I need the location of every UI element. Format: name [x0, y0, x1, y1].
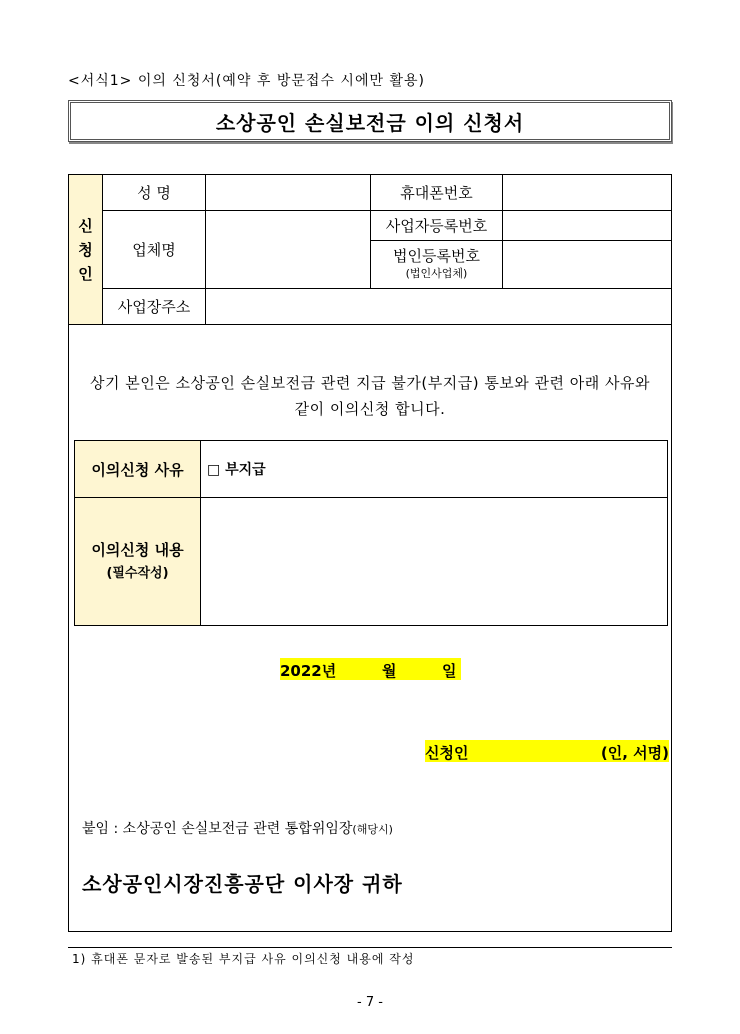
attachment-text: 붙임 : 소상공인 손실보전금 관련 통합위임장 [82, 821, 353, 837]
biz-reg-label: 사업자등록번호 [385, 217, 488, 235]
reason-content-label-text: 이의신청 내용 [91, 540, 184, 559]
phone-field[interactable] [503, 175, 672, 210]
signature-suffix: (인, 서명) [600, 744, 669, 762]
corp-reg-sublabel: (법인사업체) [405, 266, 468, 280]
corp-reg-label [371, 241, 502, 288]
document-title: 소상공인 손실보전금 이의 신청서 [215, 110, 525, 135]
company-field[interactable] [206, 211, 370, 288]
attachment-condition: (해당시) [352, 823, 393, 836]
corp-reg-field[interactable] [503, 241, 672, 288]
signature-line[interactable] [425, 740, 669, 762]
reason-content-field[interactable] [201, 498, 667, 625]
reason-content-required-note: (필수작성) [106, 565, 169, 581]
statement-text: 상기 본인은 소상공인 손실보전금 관련 지급 불가(부지급) 통보와 관련 아래 사유와 같이 이의신청 합니다. [89, 374, 651, 418]
reason-label: 이의신청 사유 [75, 441, 200, 497]
biz-reg-field[interactable] [503, 211, 672, 240]
date-line [280, 658, 461, 680]
recipient: 소상공인시장진흥공단 이사장 귀하 [82, 872, 403, 896]
date-day: 일 [442, 662, 457, 680]
company-label: 업체명 [132, 241, 176, 259]
form-number-label: <서식1> 이의 신청서(예약 후 방문접수 시에만 활용) [68, 73, 425, 89]
name-field[interactable] [206, 175, 370, 210]
reason-content-label [75, 498, 200, 625]
reason-option-nonpayment[interactable]: □ 부지급 [207, 462, 266, 478]
label-char: 신 [78, 216, 93, 235]
page-number: - 7 - [357, 995, 383, 1010]
address-label: 사업장주소 [117, 298, 191, 316]
title-box [68, 100, 672, 142]
applicant-section-label [69, 175, 102, 324]
label-char: 청 [78, 240, 93, 259]
name-label: 성 명 [137, 184, 171, 202]
label-char: 인 [78, 264, 93, 283]
date-year: 2022년 [280, 662, 337, 680]
divider [68, 324, 672, 325]
date-month: 월 [382, 662, 397, 680]
footnote-divider [68, 947, 672, 948]
footnote: 1) 휴대폰 문자로 발송된 부지급 사유 이의신청 내용에 작성 [72, 952, 415, 966]
corp-reg-label-text: 법인등록번호 [393, 246, 480, 265]
address-field[interactable] [206, 289, 672, 324]
phone-label: 휴대폰번호 [400, 184, 473, 202]
attachment-note [82, 818, 393, 838]
signature-label: 신청인 [425, 744, 469, 762]
